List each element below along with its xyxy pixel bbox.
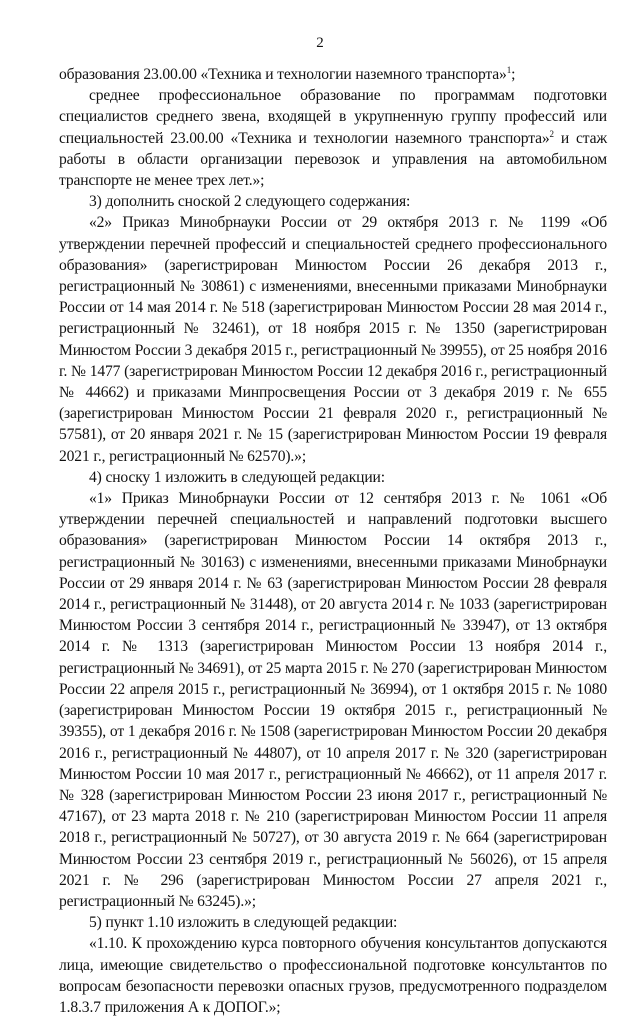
paragraph-item-3: 3) дополнить сноской 2 следующего содержания: — [89, 193, 411, 211]
paragraph-text: среднее профессиональное образование по программам подготовки специалистов среднего звена, входящей в укрупненную группу профессий или специальностей 23.00.00 «Техника и технологии наземного транспорта» — [59, 87, 607, 147]
paragraph-tail: и стаж работы в области организации перевозок и управления на автомобильном транспорте не менее трех лет.»; — [59, 129, 607, 190]
paragraph-text: образования 23.00.00 «Техника и технологии наземного транспорта» — [59, 66, 507, 83]
document-body — [59, 64, 607, 1018]
footnote-ref-1: 1 — [506, 64, 512, 75]
paragraph-education-continuation — [59, 64, 607, 85]
paragraph-item-5: 5) пункт 1.10 изложить в следующей редакции: — [89, 914, 398, 932]
paragraph-footnote-2-text: «2» Приказ Минобрнауки России от 29 октября 2013 г. № 1199 «Об утверждении перечней профессий и специальностей среднего профессионального образования» (зарегистрирован Минюстом России 26 декабря 2013 г., регистрационный № 30861) с изменениями, внесенными приказами Минобрнауки России от 14 мая 2014 г. № 518 (зарегистрирован Минюстом России 28 мая 2014 г., регистрационный № 32461), от 18 ноября 2015 г. № 1350 (зарегистрирован Минюстом России 3 декабря 2015 г., регистрационный № 39955), от 25 ноября 2016 г. № 1477 (зарегистрирован Минюстом России 12 декабря 2016 г., регистрационный № 44662) и приказами Минпросвещения России от 3 декабря 2019 г. № 655 (зарегистрирован Минюстом России 21 февраля 2020 г., регистрационный № 57581), от 20 января 2021 г. № 15 (зарегистрирован Минюстом России 19 февраля 2021 г., регистрационный № 62570).»; — [59, 214, 607, 465]
footnote-ref-2: 2 — [549, 128, 554, 139]
paragraph-item-4: 4) сноску 1 изложить в следующей редакции: — [89, 468, 385, 486]
paragraph-secondary-education — [59, 85, 607, 191]
paragraph-tail: ; — [511, 66, 516, 83]
paragraph-clause-1-10: «1.10. К прохождению курса повторного обучения консультантов допускаются лица, имеющие свидетельство о профессиональной подготовке консультантов по вопросам безопасности перевозки опасных грузов, предусмотренного подразделом 1.8.3.7 приложения А к ДОПОГ.»; — [59, 935, 607, 1016]
page-number: 2 — [316, 35, 324, 51]
paragraph-footnote-1-text: «1» Приказ Минобрнауки России от 12 сентября 2013 г. № 1061 «Об утверждении перечней специальностей и направлений подготовки высшего образования» (зарегистрирован Минюстом России 14 октября 2013 г., регистрационный № 30163) с изменениями, внесенными приказами Минобрнауки России от 29 января 2014 г. № 63 (зарегистрирован Минюстом России 28 февраля 2014 г., регистрационный № 31448), от 20 августа 2014 г. № 1033 (зарегистрирован Минюстом России 3 сентября 2014 г., регистрационный № 33947), от 13 октября 2014 г. № 1313 (зарегистрирован Минюстом России 13 ноября 2014 г., регистрационный № 34691), от 25 марта 2015 г. № 270 (зарегистрирован Минюстом России 22 апреля 2015 г., регистрационный № 36994), от 1 октября 2015 г. № 1080 (зарегистрирован Минюстом России 19 октября 2015 г., регистрационный № 39355), от 1 декабря 2016 г. № 1508 (зарегистрирован Минюстом России 20 декабря 2016 г., регистрационный № 44807), от 10 апреля 2017 г. № 320 (зарегистрирован Минюстом России 10 мая 2017 г., регистрационный № 46662), от 11 апреля 2017 г. № 328 (зарегистрирован Минюстом России 23 июня 2017 г., регистрационный № 47167), от 23 марта 2018 г. № 210 (зарегистрирован Минюстом России 11 апреля 2018 г., регистрационный № 50727), от 30 августа 2019 г. № 664 (зарегистрирован Минюстом России 23 сентября 2019 г., регистрационный № 56026), от 15 апреля 2021 г. № 296 (зарегистрирован Минюстом России 27 апреля 2021 г., регистрационный № 63245).»; — [59, 490, 607, 910]
